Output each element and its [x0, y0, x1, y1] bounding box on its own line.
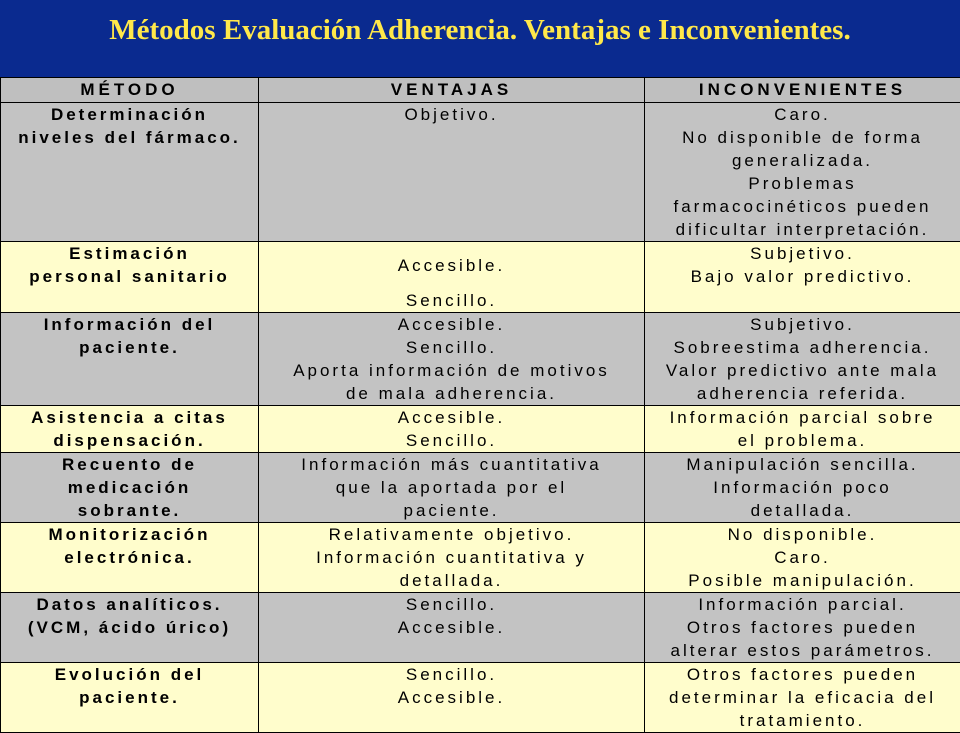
table-row	[1, 313, 960, 406]
inconveniente-line: Otros factores pueden	[649, 663, 956, 686]
ventajas-cell	[259, 242, 645, 313]
ventaja-line: Sencillo.	[263, 336, 640, 359]
ventaja-line: Accesible.	[263, 616, 640, 639]
method-line: dispensación.	[5, 429, 254, 452]
ventajas-cell	[259, 313, 645, 406]
method-cell	[1, 406, 259, 453]
inconveniente-line: Manipulación sencilla.	[649, 453, 956, 476]
method-line: Estimación	[5, 242, 254, 265]
ventajas-cell	[259, 663, 645, 733]
method-cell	[1, 453, 259, 523]
method-line: paciente.	[5, 336, 254, 359]
inconveniente-line: Subjetivo.	[649, 313, 956, 336]
ventaja-line: Información cuantitativa y	[263, 546, 640, 569]
inconvenientes-cell	[645, 453, 960, 523]
table-row	[1, 242, 960, 313]
ventaja-line: detallada.	[263, 569, 640, 592]
inconveniente-line: Sobreestima adherencia.	[649, 336, 956, 359]
header-inconvenientes: INCONVENIENTES	[645, 78, 960, 103]
inconvenientes-cell	[645, 593, 960, 663]
ventajas-cell	[259, 103, 645, 242]
inconveniente-line: generalizada.	[649, 149, 956, 172]
inconveniente-line: Bajo valor predictivo.	[649, 265, 956, 288]
ventaja-line: Aporta información de motivos	[263, 359, 640, 382]
ventaja-line: Accesible.	[263, 406, 640, 429]
adherence-methods-table	[0, 77, 960, 733]
method-line: Información del	[5, 313, 254, 336]
adherence-methods-table-container	[0, 77, 960, 733]
method-line: (VCM, ácido úrico)	[5, 616, 254, 639]
method-line: electrónica.	[5, 546, 254, 569]
inconveniente-line: el problema.	[649, 429, 956, 452]
inconveniente-line: adherencia referida.	[649, 382, 956, 405]
method-cell	[1, 242, 259, 313]
table-row	[1, 593, 960, 663]
table-row	[1, 523, 960, 593]
method-line: paciente.	[5, 686, 254, 709]
ventaja-line: Sencillo.	[263, 289, 640, 312]
method-cell	[1, 313, 259, 406]
table-row	[1, 406, 960, 453]
method-line: Monitorización	[5, 523, 254, 546]
method-line: Datos analíticos.	[5, 593, 254, 616]
ventajas-cell	[259, 523, 645, 593]
inconveniente-line: Información poco	[649, 476, 956, 499]
method-line: niveles del fármaco.	[5, 126, 254, 149]
method-line: Evolución del	[5, 663, 254, 686]
method-cell	[1, 593, 259, 663]
method-cell	[1, 663, 259, 733]
inconveniente-line: alterar estos parámetros.	[649, 639, 956, 662]
inconvenientes-cell	[645, 103, 960, 242]
inconveniente-line: Problemas	[649, 172, 956, 195]
method-cell	[1, 103, 259, 242]
method-line: Recuento de	[5, 453, 254, 476]
ventaja-line: que la aportada por el	[263, 476, 640, 499]
table-row	[1, 663, 960, 733]
inconveniente-line: dificultar interpretación.	[649, 218, 956, 241]
inconvenientes-cell	[645, 523, 960, 593]
inconveniente-line: Caro.	[649, 103, 956, 126]
method-cell	[1, 523, 259, 593]
inconveniente-line: farmacocinéticos pueden	[649, 195, 956, 218]
header-ventajas: VENTAJAS	[259, 78, 645, 103]
inconveniente-line: determinar la eficacia del	[649, 686, 956, 709]
table-row	[1, 453, 960, 523]
inconveniente-line: Otros factores pueden	[649, 616, 956, 639]
inconveniente-line: tratamiento.	[649, 709, 956, 732]
method-line: medicación	[5, 476, 254, 499]
inconveniente-line: Posible manipulación.	[649, 569, 956, 592]
ventaja-line: Sencillo.	[263, 429, 640, 452]
inconvenientes-cell	[645, 242, 960, 313]
ventaja-line: Accesible.	[263, 313, 640, 336]
slide-title: Métodos Evaluación Adherencia. Ventajas e Inconvenientes.	[0, 10, 960, 50]
inconveniente-line: Subjetivo.	[649, 242, 956, 265]
inconveniente-line: Caro.	[649, 546, 956, 569]
header-metodo: MÉTODO	[1, 78, 259, 103]
ventaja-line: Relativamente objetivo.	[263, 523, 640, 546]
ventaja-line: de mala adherencia.	[263, 382, 640, 405]
table-row	[1, 103, 960, 242]
method-line: sobrante.	[5, 499, 254, 522]
ventaja-line: Sencillo.	[263, 663, 640, 686]
inconvenientes-cell	[645, 663, 960, 733]
inconveniente-line: No disponible de forma	[649, 126, 956, 149]
ventajas-cell	[259, 453, 645, 523]
inconveniente-line: detallada.	[649, 499, 956, 522]
ventajas-cell	[259, 593, 645, 663]
ventaja-line: paciente.	[263, 499, 640, 522]
method-line: Determinación	[5, 103, 254, 126]
ventaja-line: Objetivo.	[263, 103, 640, 126]
ventaja-line: Accesible.	[263, 254, 640, 277]
ventaja-line: Sencillo.	[263, 593, 640, 616]
inconveniente-line: Información parcial.	[649, 593, 956, 616]
table-header-row	[1, 78, 960, 103]
inconvenientes-cell	[645, 406, 960, 453]
ventaja-line: Información más cuantitativa	[263, 453, 640, 476]
inconveniente-line: No disponible.	[649, 523, 956, 546]
ventajas-cell	[259, 406, 645, 453]
inconveniente-line: Valor predictivo ante mala	[649, 359, 956, 382]
inconvenientes-cell	[645, 313, 960, 406]
inconveniente-line: Información parcial sobre	[649, 406, 956, 429]
ventaja-line: Accesible.	[263, 686, 640, 709]
method-line: Asistencia a citas	[5, 406, 254, 429]
method-line: personal sanitario	[5, 265, 254, 288]
